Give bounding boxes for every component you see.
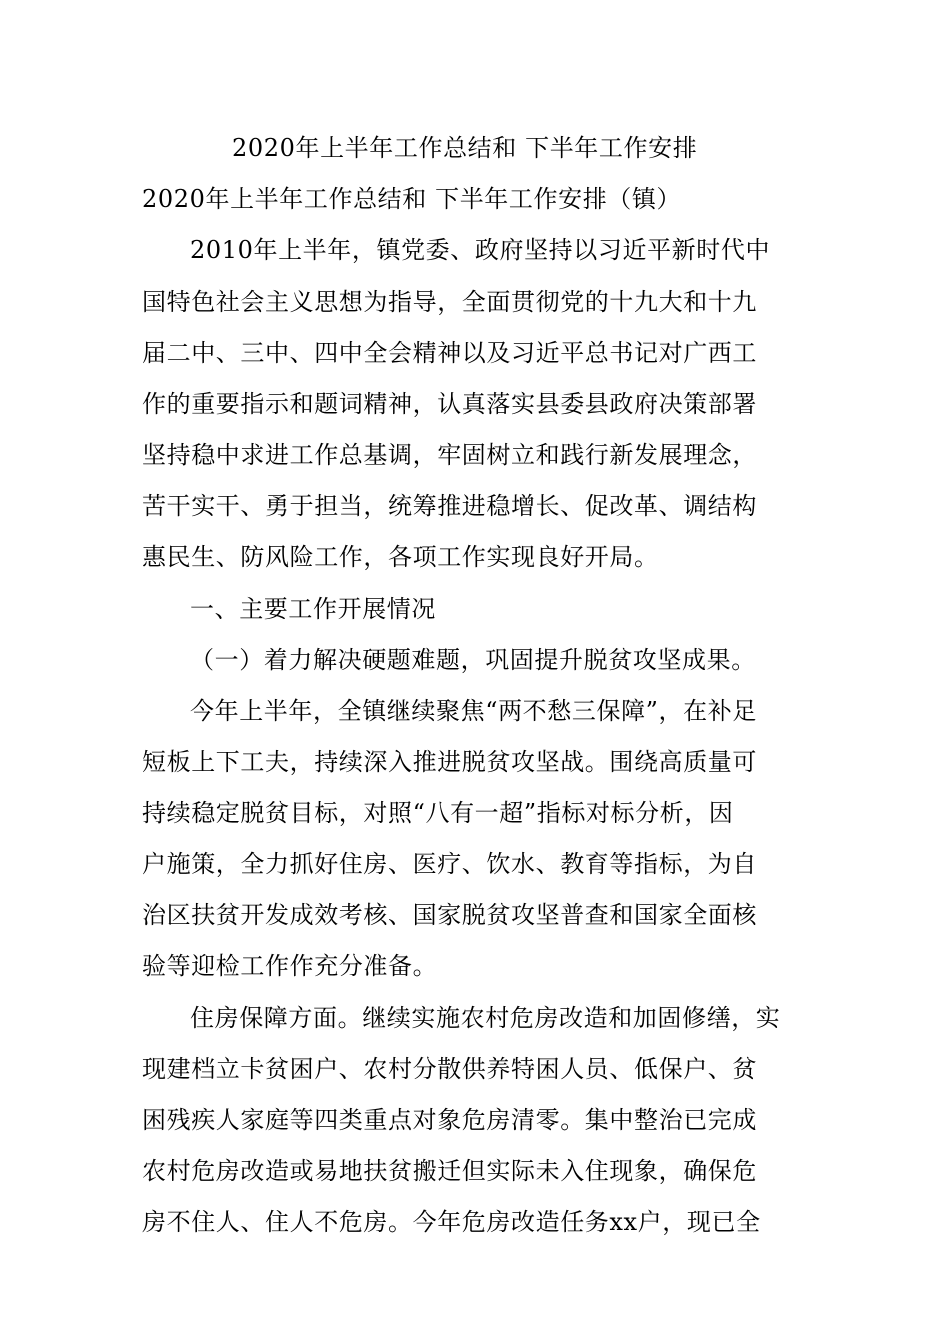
paragraph-line: 困残疾人家庭等四类重点对象危房清零。集中整治已完成 [142, 1106, 757, 1134]
paragraph-line: 治区扶贫开发成效考核、国家脱贫攻坚普查和国家全面核 [142, 901, 757, 929]
paragraph-line: 持续稳定脱贫目标，对照“八有一超”指标对标分析，因 [142, 799, 734, 827]
paragraph-line: 现建档立卡贫困户、农村分散供养特困人员、低保户、贫 [142, 1055, 757, 1083]
document-title: 2020年上半年工作总结和 下半年工作安排 [232, 134, 698, 162]
paragraph-line: 验等迎检工作作充分准备。 [142, 952, 438, 980]
paragraph-line: 户施策，全力抓好住房、医疗、饮水、教育等指标，为自 [142, 850, 757, 878]
paragraph-line: 住房保障方面。继续实施农村危房改造和加固修缮，实 [190, 1004, 781, 1032]
intro-line: 作的重要指示和题词精神，认真落实县委县政府决策部署 [142, 390, 757, 418]
intro-line: 国特色社会主义思想为指导，全面贯彻党的十九大和十九 [142, 288, 757, 316]
paragraph-line: 今年上半年，全镇继续聚焦“两不愁三保障”，在补足 [190, 697, 757, 725]
paragraph-line: 农村危房改造或易地扶贫搬迁但实际未入住现象，确保危 [142, 1157, 757, 1185]
document-subtitle: 2020年上半年工作总结和 下半年工作安排（镇） [142, 185, 682, 213]
paragraph-line: 房不住人、住人不危房。今年危房改造任务xx户，现已全 [142, 1208, 761, 1236]
intro-line: 苦干实干、勇于担当，统筹推进稳增长、促改革、调结构 [142, 492, 757, 520]
paragraph-line: 短板上下工夫，持续深入推进脱贫攻坚战。围绕高质量可 [142, 748, 757, 776]
intro-line: 届二中、三中、四中全会精神以及习近平总书记对广西工 [142, 339, 757, 367]
section-heading: 一、主要工作开展情况 [190, 595, 436, 623]
subsection-heading: （一）着力解决硬题难题，巩固提升脱贫攻坚成果。 [190, 646, 756, 674]
intro-line: 惠民生、防风险工作，各项工作实现良好开局。 [142, 543, 659, 571]
intro-line: 2010年上半年，镇党委、政府坚持以习近平新时代中 [190, 236, 771, 264]
intro-line: 坚持稳中求进工作总基调，牢固树立和践行新发展理念， [142, 441, 757, 469]
